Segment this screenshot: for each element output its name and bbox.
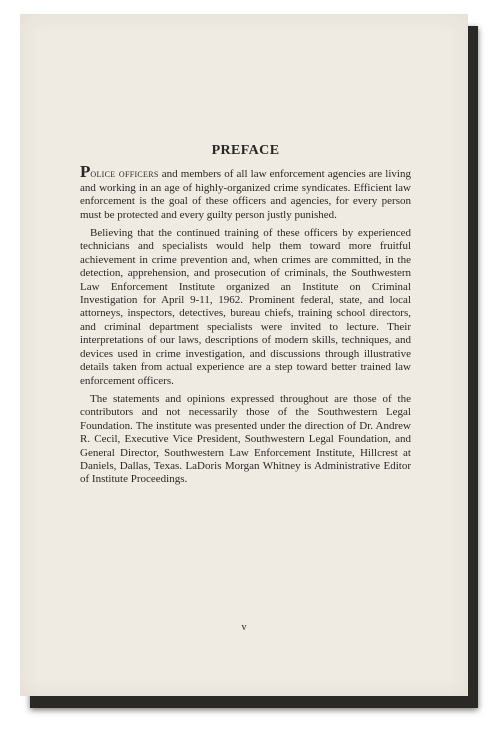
preface-text-block: [80, 144, 411, 492]
drop-cap: P: [80, 162, 91, 182]
page-title: PREFACE: [211, 143, 280, 158]
paragraph-1-text: and members of all law enforcement agencies are living and working in an age of highly-organized crime syndicates. Efficient law enforcement is the goal of these officers and agencies, for every person must be protected and every guilty person justly punished.: [80, 168, 411, 221]
paragraph-3: The statements and opinions expressed throughout are those of the contributors and not necessarily those of the Southwestern Legal Foundation. The institute was presented under the direction of Dr. Andrew R. Cecil, Executive Vice President, Southwestern Legal Foundation, and General Director, Southwestern Law Enforcement Institute, Hillcrest at Daniels, Dallas, Texas. LaDoris Morgan Whitney is Administrative Editor of Institute Proceedings.: [80, 392, 411, 486]
paragraph-1: [80, 162, 411, 222]
page-number: v: [241, 622, 247, 633]
book-page: [20, 14, 468, 696]
paragraph-2: Believing that the continued training of these officers by experienced technicians and specialists would help them toward more fruitful achievement in crime prevention and, when crimes are committed, in the detection, apprehension, and prosecution of criminals, the Southwestern Law Enforcement Institute organized an Institute on Criminal Investigation for April 9-11, 1962. Prominent federal, state, and local attorneys, inspectors, detectives, bureau chiefs, training school directors, and criminal department specialists were invited to lecture. Their interpretations of our laws, descriptions of modern skills, techniques, and devices used in crime investigation, and discussions through illustrative details taken from actual experience are a step toward better trained law enforcement officers.: [80, 227, 411, 387]
small-caps-lead: olice officers: [90, 168, 159, 181]
